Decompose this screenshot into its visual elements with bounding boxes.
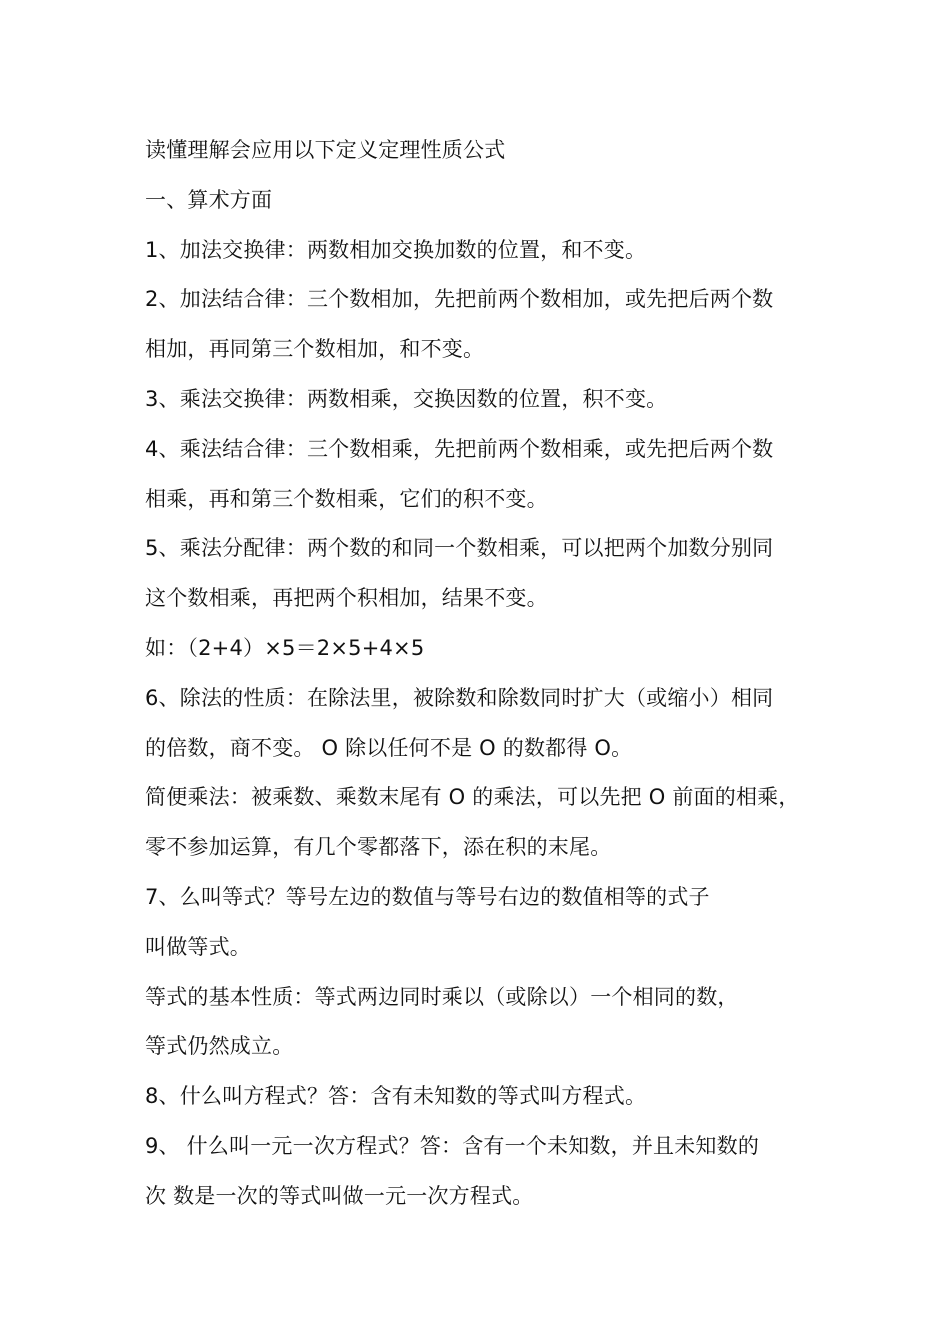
text-line: 相加，再同第三个数相加，和不变。 — [145, 337, 485, 362]
document-title: 读懂理解会应用以下定义定理性质公式 — [145, 138, 506, 162]
text-line: 这个数相乘，再把两个积相加，结果不变。 — [145, 586, 548, 611]
text-line: 8、什么叫方程式？答：含有未知数的等式叫方程式。 — [145, 1084, 647, 1109]
text-line: 零不参加运算，有几个零都落下，添在积的末尾。 — [145, 835, 612, 860]
example-formula: 如：（2+4）×5＝2×5+4×5 — [145, 635, 425, 660]
text-line: 等式仍然成立。 — [145, 1034, 294, 1059]
text-line: 2、加法结合律：三个数相加，先把前两个数相加，或先把后两个数 — [145, 287, 774, 312]
text-line: 等式的基本性质：等式两边同时乘以（或除以）一个相同的数， — [145, 984, 739, 1009]
text-line: 相乘，再和第三个数相乘，它们的积不变。 — [145, 486, 548, 511]
text-line: 的倍数，商不变。 O 除以任何不是 O 的数都得 O。 — [145, 735, 633, 760]
text-line: 5、乘法分配律：两个数的和同一个数相乘，可以把两个加数分别同 — [145, 536, 774, 561]
text-line: 叫做等式。 — [145, 934, 251, 959]
text-line: 6、除法的性质：在除法里，被除数和除数同时扩大（或缩小）相同 — [145, 685, 774, 710]
document-body — [145, 126, 845, 1222]
text-line: 简便乘法：被乘数、乘数末尾有 O 的乘法，可以先把 O 前面的相乘， — [145, 785, 800, 810]
section-heading: 一、算术方面 — [145, 187, 273, 212]
text-line: 1、加法交换律：两数相加交换加数的位置，和不变。 — [145, 237, 647, 262]
text-line: 4、乘法结合律：三个数相乘，先把前两个数相乘，或先把后两个数 — [145, 436, 774, 461]
text-line: 3、乘法交换律：两数相乘，交换因数的位置，积不变。 — [145, 386, 668, 411]
text-line: 9、 什么叫一元一次方程式？答：含有一个未知数，并且未知数的 — [145, 1133, 760, 1158]
text-line: 7、么叫等式？等号左边的数值与等号右边的数值相等的式子 — [145, 884, 710, 909]
text-line: 次 数是一次的等式叫做一元一次方程式。 — [145, 1183, 534, 1208]
